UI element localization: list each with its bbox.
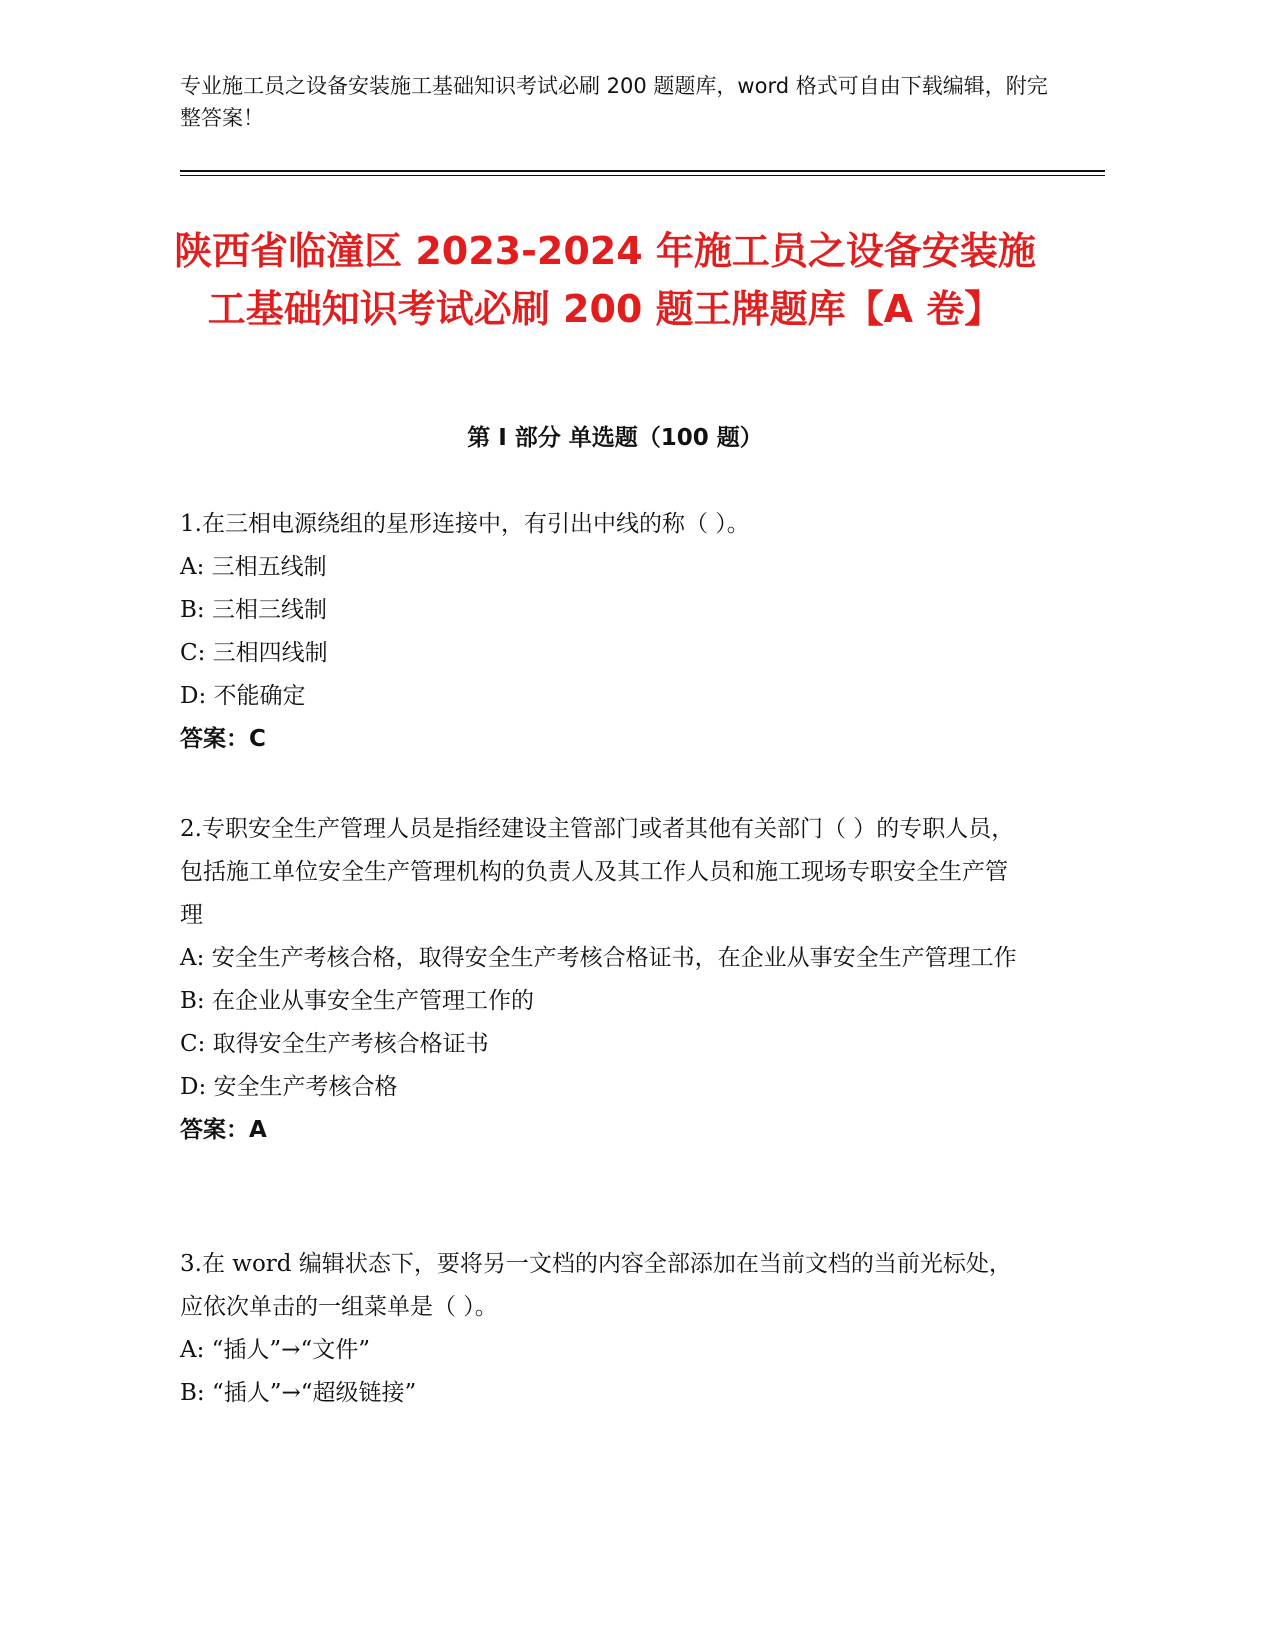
option-b: B: 在企业从事安全生产管理工作的 bbox=[180, 988, 534, 1014]
option-d: D: 不能确定 bbox=[180, 683, 306, 709]
header-divider-thin bbox=[180, 175, 1105, 176]
question-stem: 2.专职安全生产管理人员是指经建设主管部门或者其他有关部门（ ）的专职人员，包括施工单位安全生产管理机构的负责人及其工作人员和施工现场专职安全生产管理 bbox=[180, 816, 1015, 928]
answer: 答案：C bbox=[180, 726, 266, 752]
section-title: 第 I 部分 单选题（100 题） bbox=[467, 425, 763, 451]
option-d: D: 安全生产考核合格 bbox=[180, 1074, 398, 1100]
question-1 bbox=[180, 503, 1030, 761]
option-b: B: “插人”→“超级链接” bbox=[180, 1380, 417, 1406]
option-a: A: “插人”→“文件” bbox=[180, 1337, 370, 1363]
question-stem: 3.在 word 编辑状态下，要将另一文档的内容全部添加在当前文档的当前光标处，应依次单击的一组菜单是（ ）。 bbox=[180, 1251, 1012, 1320]
question-3 bbox=[180, 1243, 1030, 1415]
option-a: A: 安全生产考核合格，取得安全生产考核合格证书，在企业从事安全生产管理工作 bbox=[180, 945, 1017, 971]
document-title: 陕西省临潼区 2023-2024 年施工员之设备安装施工基础知识考试必刷 200 题王牌题库【A 卷】 bbox=[174, 229, 1036, 331]
header-divider bbox=[180, 170, 1105, 172]
option-c: C: 三相四线制 bbox=[180, 640, 328, 666]
header-note: 专业施工员之设备安装施工基础知识考试必刷 200 题题库，word 格式可自由下载编辑，附完整答案！ bbox=[180, 74, 1048, 130]
option-b: B: 三相三线制 bbox=[180, 597, 327, 623]
option-c: C: 取得安全生产考核合格证书 bbox=[180, 1031, 489, 1057]
question-stem: 1.在三相电源绕组的星形连接中，有引出中线的称（ ）。 bbox=[180, 511, 750, 537]
question-2 bbox=[180, 808, 1030, 1152]
answer: 答案：A bbox=[180, 1117, 267, 1143]
option-a: A: 三相五线制 bbox=[180, 554, 327, 580]
